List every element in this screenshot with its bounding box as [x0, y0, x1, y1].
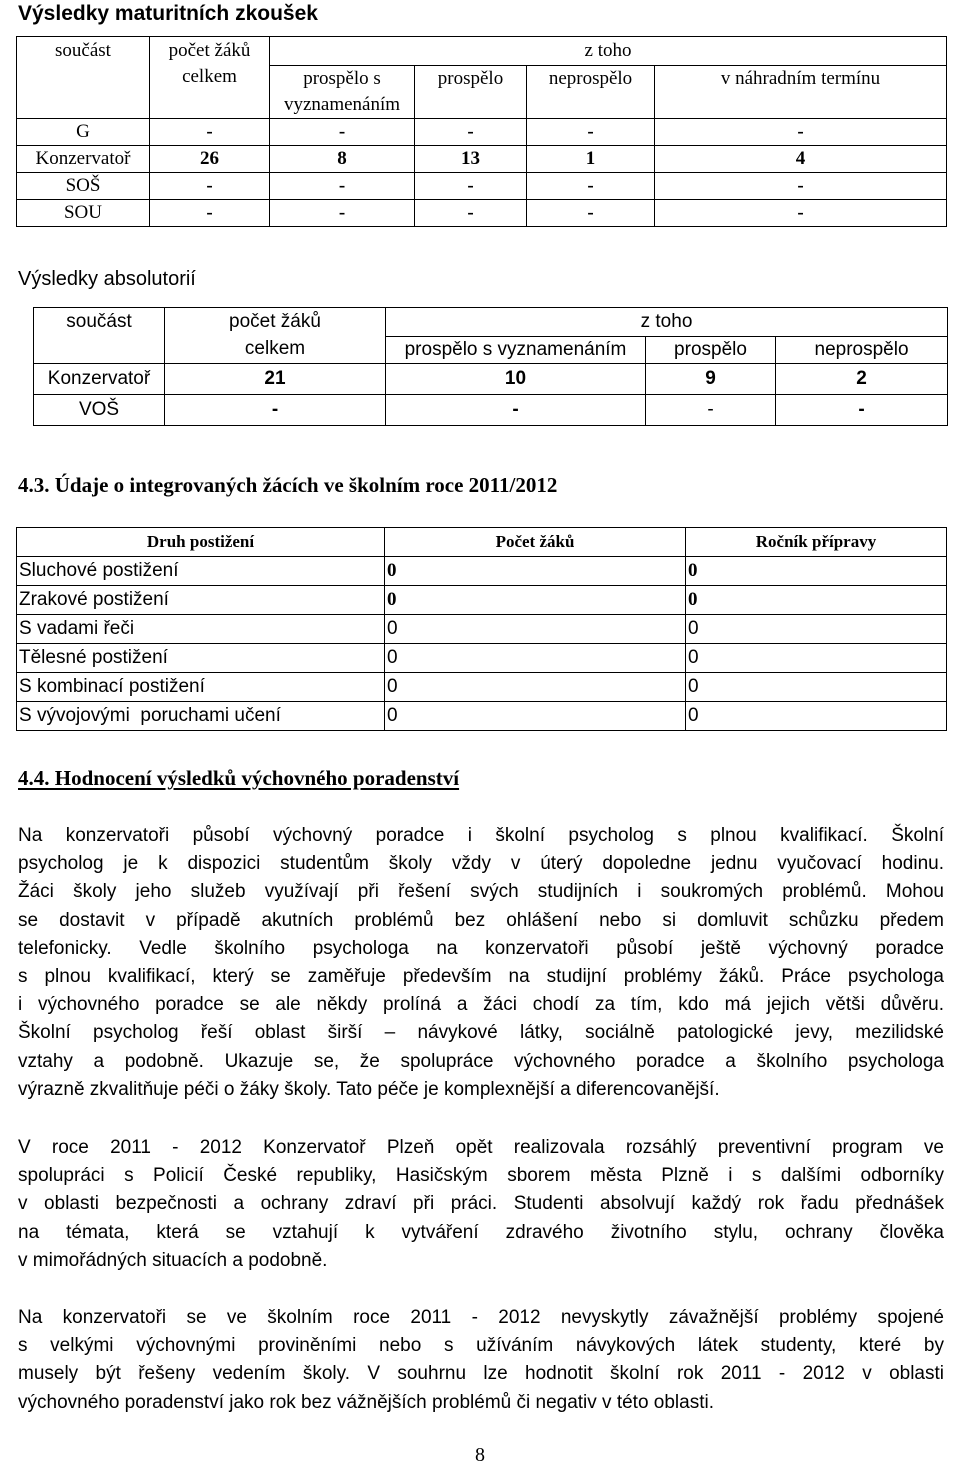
hdr-prospelo: prospělo [646, 337, 776, 364]
text-line: výrazně zkvalitňuje péči o žáky školy. Tato péče je komplexnější a diferencovanější. [18, 1078, 720, 1100]
cell: 0 [385, 644, 686, 673]
hdr-ztoho: z toho [270, 37, 947, 66]
table-row [17, 586, 947, 615]
cell: 0 [385, 557, 686, 586]
hdr-pocet-line1: počet žáků [168, 40, 251, 61]
page-number: 8 [475, 1444, 485, 1466]
cell: Zrakové postižení [17, 586, 385, 615]
heading-integrovani: 4.3. Údaje o integrovaných žácích ve školním roce 2011/2012 [18, 473, 558, 497]
hdr-pocet-line1: počet žáků [229, 311, 321, 332]
cell: - [655, 200, 947, 227]
cell: 10 [386, 364, 646, 395]
cell: - [415, 200, 527, 227]
cell: 0 [385, 615, 686, 644]
cell: 8 [270, 146, 415, 173]
hdr-prospelo: prospělo [415, 66, 527, 119]
cell: - [646, 395, 776, 426]
text-line: v oblasti bezpečnosti a ochrany zdraví při práci. Studenti absolvují každý rok řadu přednášek [18, 1193, 944, 1215]
cell: Sluchové postižení [17, 557, 385, 586]
text-line: psycholog je k dispozici studentům školy vždy v úterý dopoledne jednu vyučovací hodinu. [18, 853, 944, 875]
cell: - [270, 173, 415, 200]
cell: - [270, 119, 415, 146]
table-row [17, 146, 947, 173]
hdr-vyznam-line2: vyznamenáním [283, 94, 401, 115]
cell: - [150, 173, 270, 200]
cell: 13 [415, 146, 527, 173]
cell: 21 [165, 364, 386, 395]
cell: 0 [385, 673, 686, 702]
cell: 2 [776, 364, 948, 395]
text-line: v mimořádných situacích a podobně. [18, 1249, 328, 1271]
hdr-pocet-line2: celkem [244, 338, 306, 359]
text-line: Na konzervatoři se ve školním roce 2011 - 2012 nevyskytly závažnější problémy spojené [18, 1307, 944, 1328]
paragraph-hodnoceni [18, 1304, 944, 1417]
cell: Konzervatoř [34, 364, 165, 395]
cell: SOŠ [17, 173, 150, 200]
cell: S vadami řeči [17, 615, 385, 644]
table-maturitni [16, 36, 947, 227]
table-row [17, 200, 947, 227]
table-row [17, 644, 947, 673]
hdr-vyznam: prospělo s vyznamenáním [386, 337, 646, 364]
hdr-pocet: Počet žáků [385, 528, 686, 557]
text-line: s plnou kvalifikací, který se zaměřuje především na studijní problémy žáků. Práce psychologa [18, 966, 944, 988]
hdr-vyznam [270, 66, 415, 119]
cell: 9 [646, 364, 776, 395]
text-line: V roce 2011 - 2012 Konzervatoř Plzeň opět realizovala rozsáhlý preventivní program ve [18, 1137, 944, 1158]
text-line: Žáci školy jeho služeb využívají při řešení svých studijních i soukromých problémů. Mohou [18, 881, 944, 903]
cell: G [17, 119, 150, 146]
hdr-druh: Druh postižení [17, 528, 385, 557]
cell: 0 [385, 702, 686, 731]
hdr-soucast: součást [34, 308, 165, 364]
text-line: na témata, která se vztahují k vytváření zdravého životního stylu, ochrany člověka [18, 1221, 944, 1243]
cell: - [150, 200, 270, 227]
table-row [17, 615, 947, 644]
table-row [17, 173, 947, 200]
cell: SOU [17, 200, 150, 227]
text-line: vztahy a podobně. Ukazuje se, že spolupráce výchovného poradce a školního psychologa [18, 1050, 944, 1072]
hdr-rocnik: Ročník přípravy [686, 528, 947, 557]
cell: 1 [527, 146, 655, 173]
text-line: musely být řešeny vedením školy. V souhrnu lze hodnotit školní rok 2011 - 2012 v oblasti [18, 1363, 944, 1385]
cell: 0 [686, 557, 947, 586]
cell: - [270, 200, 415, 227]
cell: - [655, 173, 947, 200]
cell: - [527, 119, 655, 146]
cell: S vývojovými poruchami učení [17, 702, 385, 731]
heading-absolutoria: Výsledky absolutorií [18, 268, 196, 290]
cell: - [165, 395, 386, 426]
table-row [17, 673, 947, 702]
cell: 0 [385, 586, 686, 615]
cell: - [776, 395, 948, 426]
cell: 0 [686, 702, 947, 731]
text-line: výchovného poradenství jako rok bez vážnějších problémů či negativ v této oblasti. [18, 1391, 714, 1413]
cell: S kombinací postižení [17, 673, 385, 702]
hdr-pocet-line2: celkem [182, 66, 237, 87]
hdr-pocet [150, 37, 270, 119]
cell: VOŠ [34, 395, 165, 426]
cell: - [415, 119, 527, 146]
text-line: Na konzervatoři působí výchovný poradce i školní psycholog s plnou kvalifikací. Školní [18, 825, 944, 846]
hdr-neprospelo: neprospělo [527, 66, 655, 119]
table-absolutoria [33, 307, 948, 426]
text-line: spolupráci s Policií České republiky, Hasičským sborem města Plzně i s dalšími odborníky [18, 1165, 944, 1187]
paragraph-prevence [18, 1134, 944, 1275]
hdr-vyznam-line1: prospělo s [303, 68, 381, 89]
heading-maturitni: Výsledky maturitních zkoušek [18, 2, 318, 25]
hdr-soucast: součást [17, 37, 150, 119]
table-row [17, 702, 947, 731]
cell: - [386, 395, 646, 426]
cell: 0 [686, 615, 947, 644]
cell: 0 [686, 644, 947, 673]
cell: - [150, 119, 270, 146]
heading-poradenstvi: 4.4. Hodnocení výsledků výchovného poradenství [18, 766, 460, 790]
cell: 0 [686, 673, 947, 702]
paragraph-poradenstvi [18, 822, 944, 1104]
cell: - [655, 119, 947, 146]
text-line: Školní psycholog řeší oblast širší – návykové látky, sociálně patologické jevy, mezilidské [18, 1022, 944, 1044]
cell: - [527, 200, 655, 227]
cell: Konzervatoř [17, 146, 150, 173]
hdr-ztoho: z toho [386, 308, 948, 337]
table-row [34, 364, 948, 395]
text-line: s velkými výchovnými proviněními nebo s užíváním návykových látek studenty, které by [18, 1335, 944, 1357]
hdr-nahradni: v náhradním termínu [655, 66, 947, 119]
table-integrovani [16, 527, 947, 731]
table-row [17, 119, 947, 146]
text-line: telefonicky. Vedle školního psychologa na konzervatoři působí ještě výchovný poradce [18, 937, 944, 959]
cell: 4 [655, 146, 947, 173]
table-row [34, 395, 948, 426]
text-line: i výchovného poradce se ale někdy prolíná a žáci chodí za tím, kdo má jejich větši důvěru. [18, 994, 944, 1016]
hdr-neprospelo: neprospělo [776, 337, 948, 364]
hdr-pocet [165, 308, 386, 364]
cell: Tělesné postižení [17, 644, 385, 673]
cell: 0 [686, 586, 947, 615]
cell: - [527, 173, 655, 200]
table-row [17, 557, 947, 586]
cell: 26 [150, 146, 270, 173]
text-line: se dostavit v případě akutních problémů bez ohlášení nebo si domluvit schůzku předem [18, 909, 944, 931]
cell: - [415, 173, 527, 200]
